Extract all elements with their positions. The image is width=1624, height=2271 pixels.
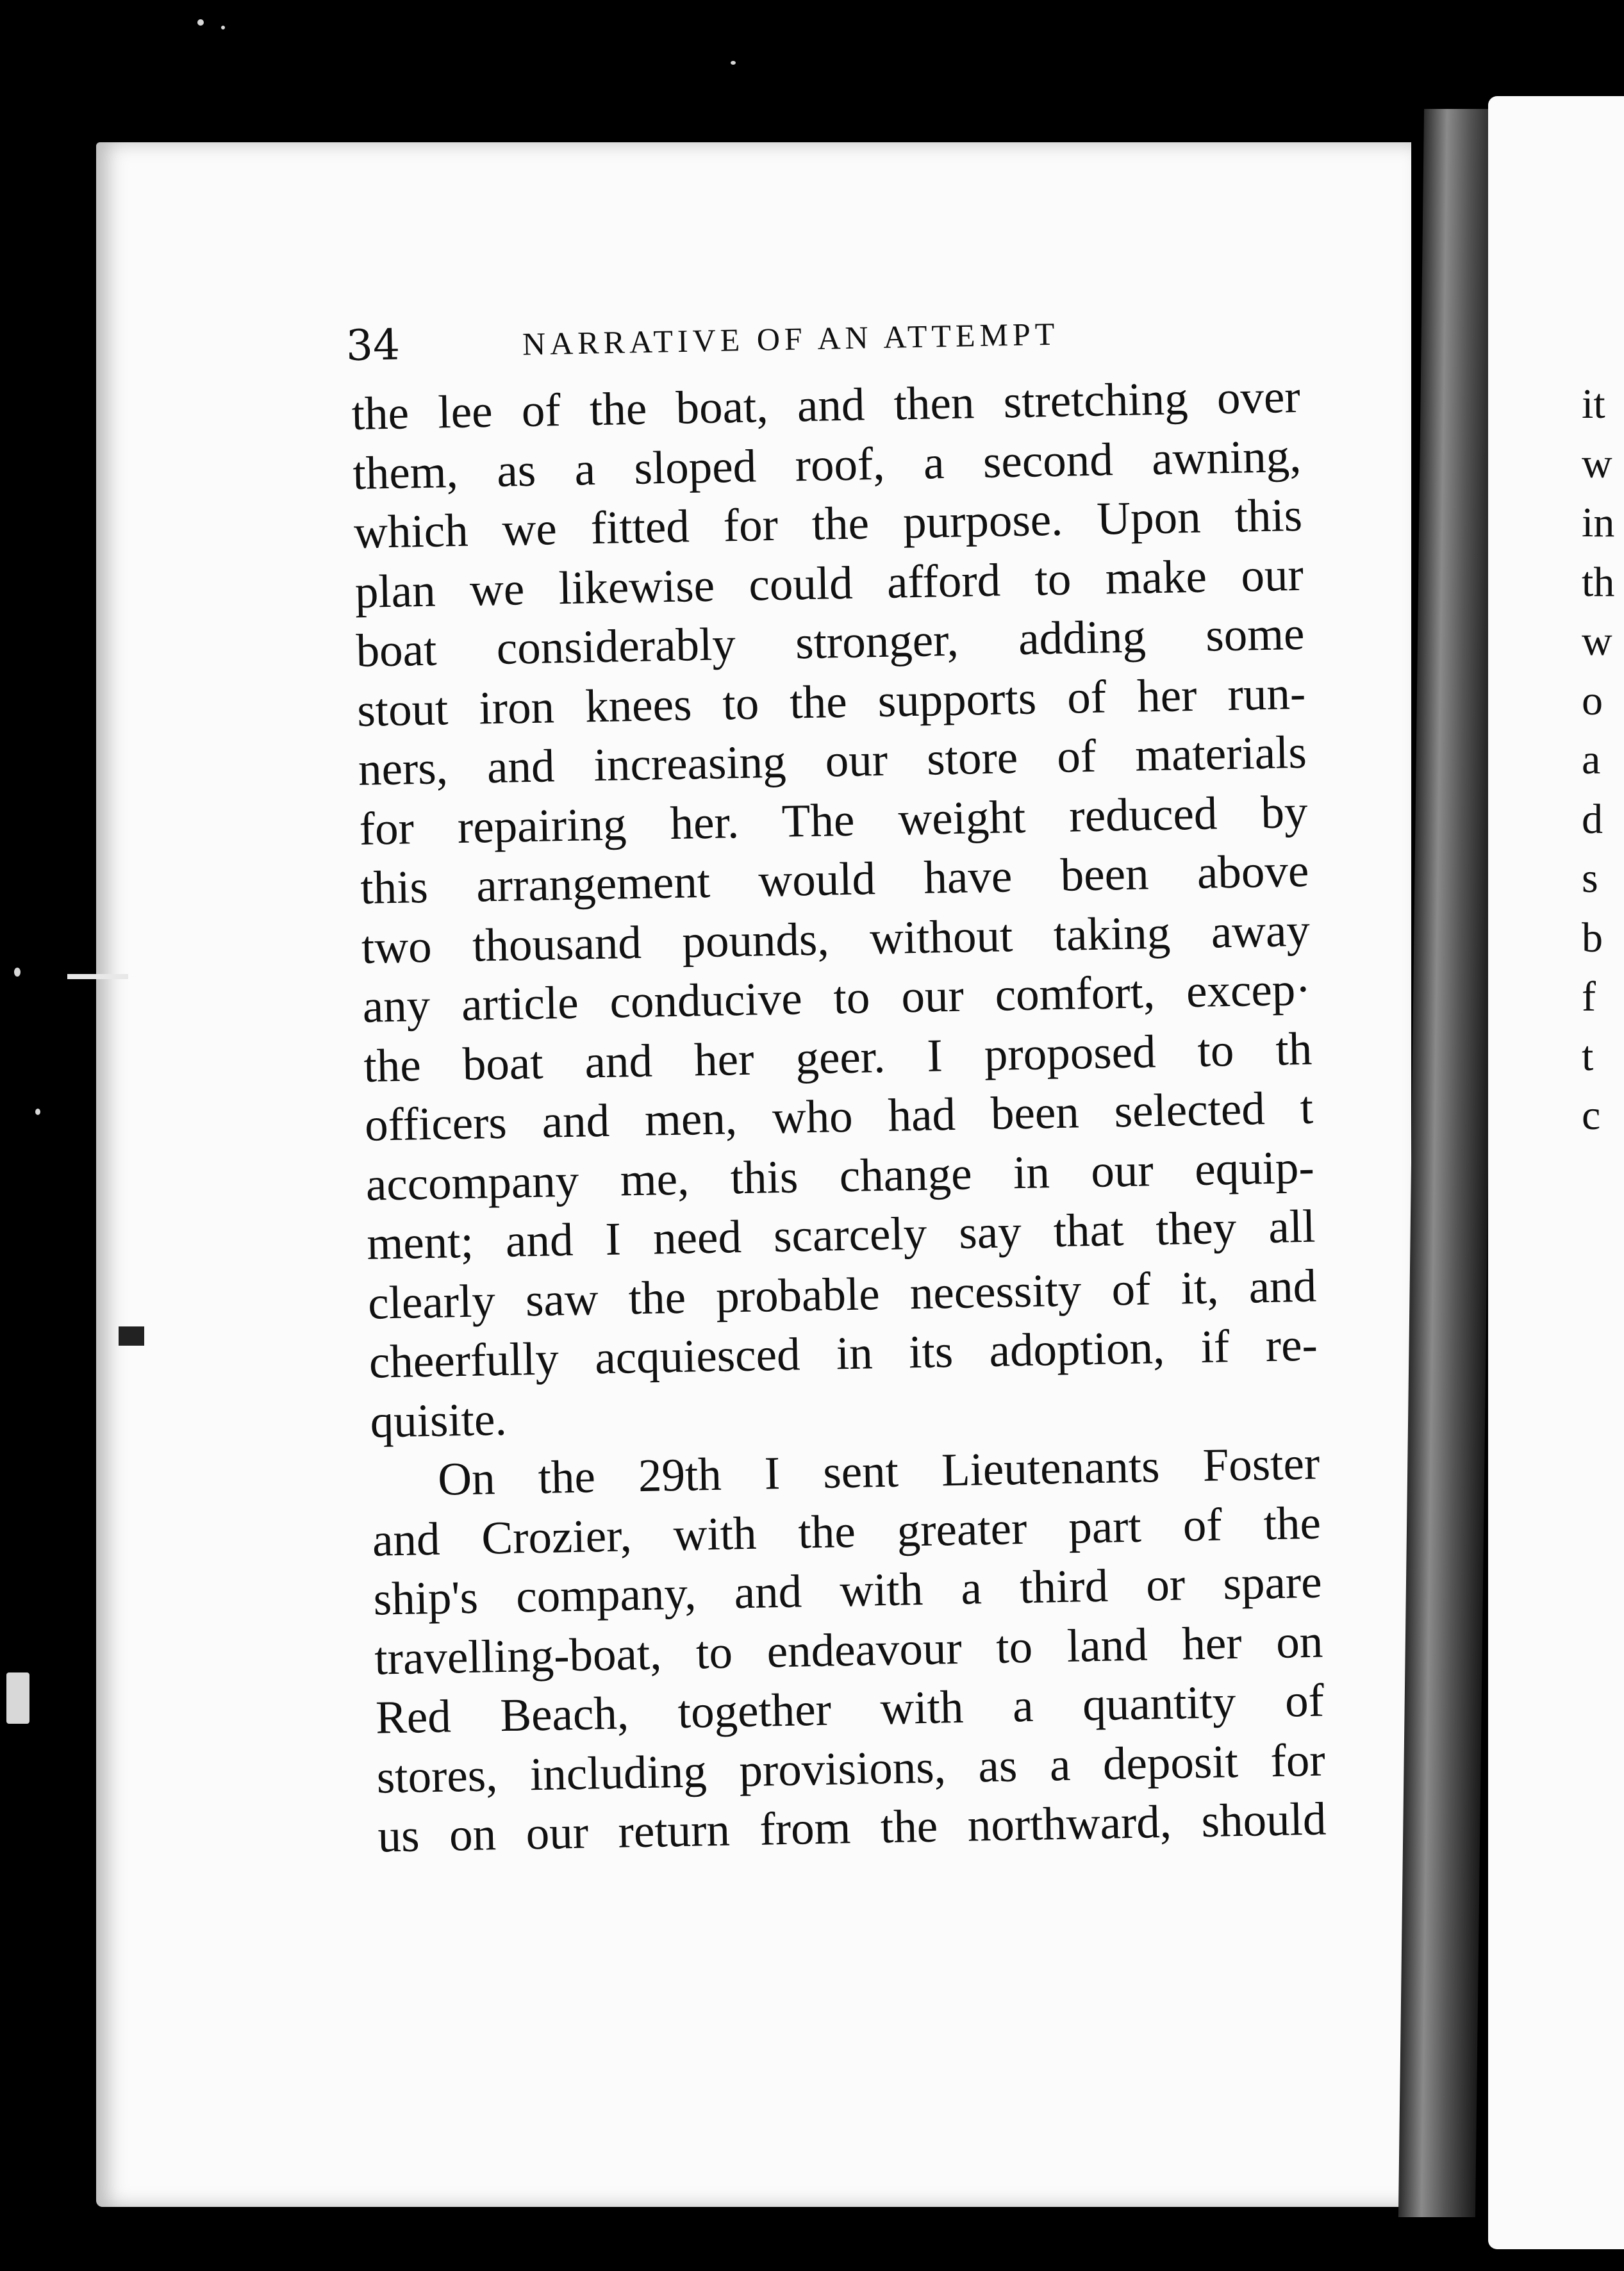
facing-page-fragment: o xyxy=(1582,677,1603,724)
body-text xyxy=(351,367,1327,1866)
text-line: the lee of the boat, and then stretching over xyxy=(351,370,1301,440)
text-line: travelling-boat, to endeavour to land her on xyxy=(374,1615,1323,1685)
facing-page-fragment: d xyxy=(1582,795,1603,843)
facing-page-fragment: it xyxy=(1582,381,1605,427)
scan-speck xyxy=(14,968,21,977)
text-line: ment; and I need scarcely say that they all xyxy=(366,1200,1316,1269)
scan-speck xyxy=(197,19,204,26)
facing-page-fragment: t xyxy=(1582,1032,1594,1080)
facing-page-fragment: c xyxy=(1582,1092,1601,1139)
text-line: stores, including provisions, as a deposit for xyxy=(376,1733,1326,1803)
running-title: NARRATIVE OF AN ATTEMPT xyxy=(522,315,1059,362)
text-line: boat considerably stronger, adding some xyxy=(355,607,1305,677)
text-line: for repairing her. The weight reduced by xyxy=(358,785,1309,855)
page-edge-mark xyxy=(67,974,128,979)
text-line: us on our return from the northward, should xyxy=(377,1792,1327,1862)
text-line: and Crozier, with the greater part of the xyxy=(372,1496,1322,1566)
text-line: quisite. xyxy=(369,1392,508,1448)
facing-page-fragment: a xyxy=(1582,736,1601,783)
text-line: stout iron knees to the supports of her run- xyxy=(356,666,1306,736)
text-line: two thousand pounds, without taking away xyxy=(361,904,1311,973)
text-line: them, as a sloped roof, a second awning, xyxy=(352,429,1302,499)
text-line: which we fitted for the purpose. Upon this xyxy=(353,488,1303,558)
scan-speck xyxy=(6,1672,29,1724)
text-line: accompany me, this change in our equip- xyxy=(365,1141,1315,1210)
text-line: plan we likewise could afford to make our xyxy=(354,548,1304,618)
text-line: officers and men, who had been selected t xyxy=(364,1081,1314,1151)
page-edge-mark xyxy=(119,1326,144,1346)
facing-page-fragment: w xyxy=(1582,440,1612,487)
text-line: cheerfully acquiesced in its adoption, if re- xyxy=(369,1318,1318,1388)
scan-speck xyxy=(221,26,225,29)
facing-page-fragment: f xyxy=(1582,973,1596,1020)
book-gutter xyxy=(1398,109,1501,2217)
text-line: clearly saw the probable necessity of it, and xyxy=(367,1259,1317,1329)
facing-page-fragment: th xyxy=(1582,558,1615,606)
facing-page-fragment: w xyxy=(1582,618,1612,665)
page-number: 34 xyxy=(345,320,401,370)
facing-page-fragment: b xyxy=(1582,914,1603,961)
facing-page-fragment: in xyxy=(1582,499,1615,546)
text-line: Red Beach, together with a quantity of xyxy=(375,1674,1325,1744)
scan-speck xyxy=(35,1109,40,1115)
text-line: the boat and her geer. I proposed to th xyxy=(363,1022,1313,1092)
text-line: On the 29th I sent Lieutenants Foster xyxy=(437,1437,1320,1505)
scan-speck xyxy=(731,61,736,65)
text-line: ners, and increasing our store of materials xyxy=(358,725,1307,795)
facing-page-text xyxy=(1582,375,1624,1146)
text-line: ship's company, and with a third or spare xyxy=(372,1555,1323,1625)
text-line: this arrangement would have been above xyxy=(360,844,1309,914)
facing-page-fragment: s xyxy=(1582,855,1598,902)
text-line: any article conducive to our comfort, excep· xyxy=(362,962,1312,1032)
